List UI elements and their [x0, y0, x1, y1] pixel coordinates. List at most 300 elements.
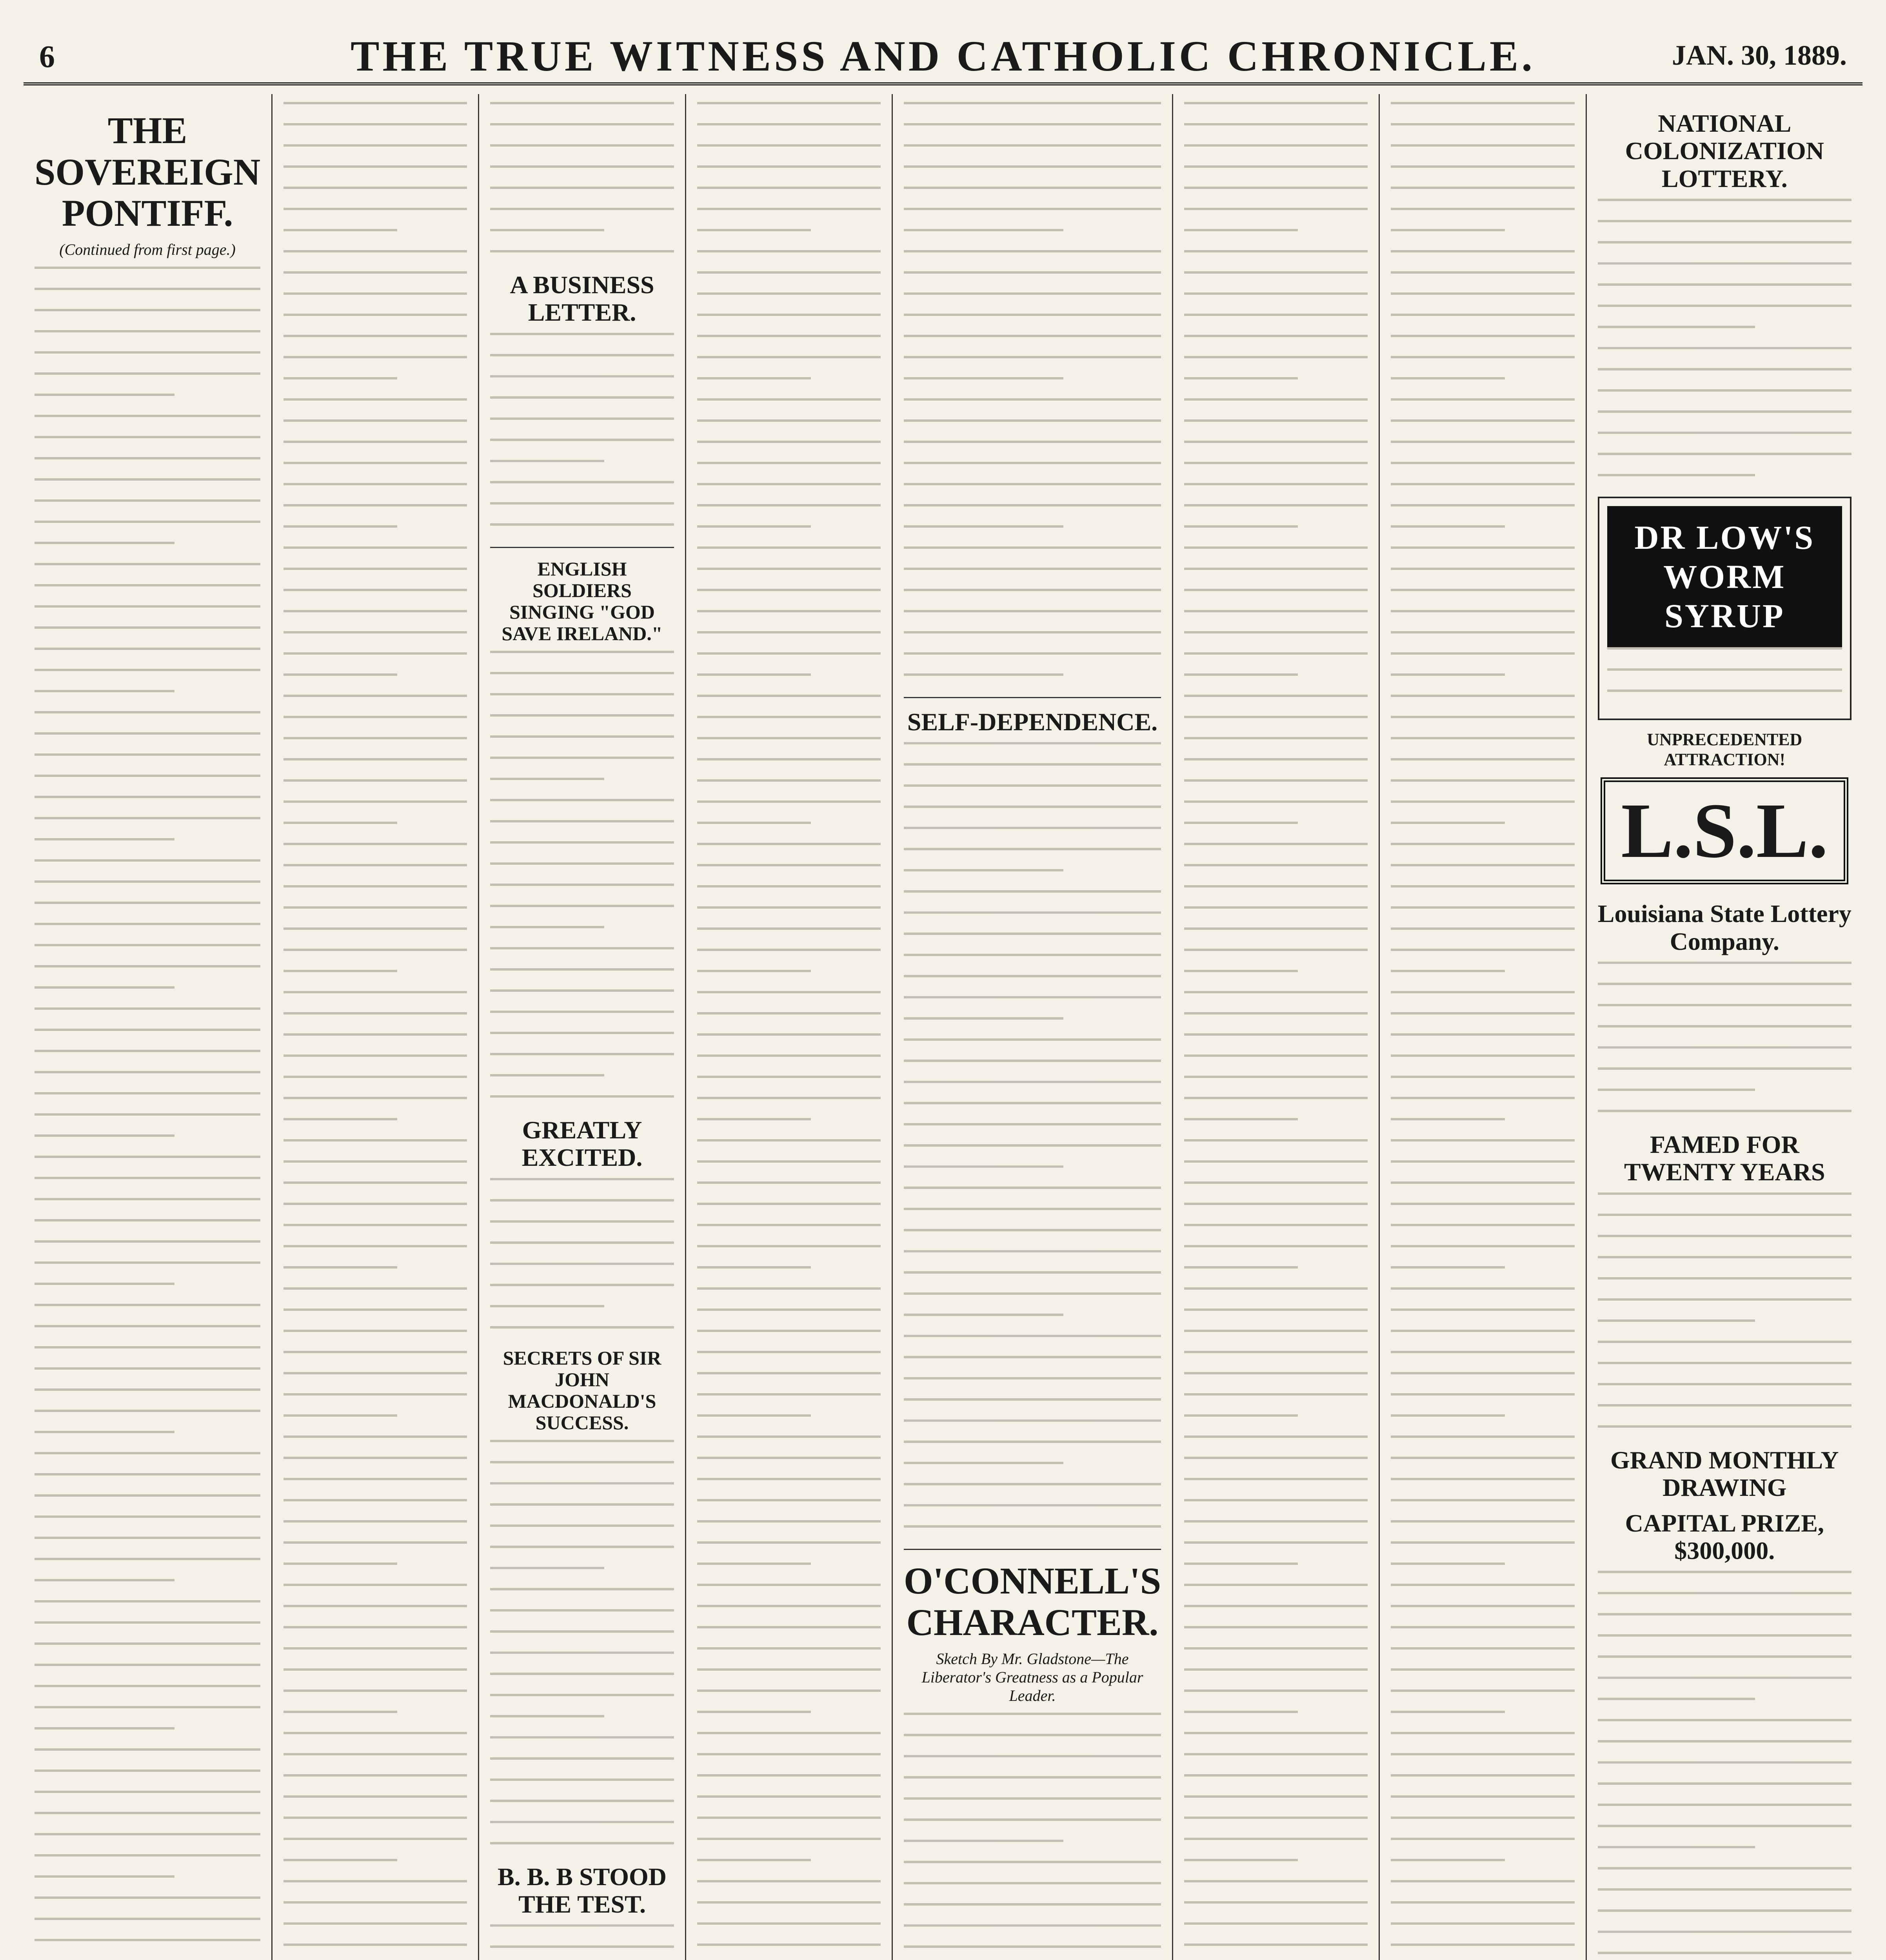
text-line	[283, 1414, 397, 1428]
text-line	[35, 944, 260, 957]
article-body	[490, 333, 674, 537]
text-line	[1391, 1520, 1574, 1534]
article-body	[904, 1713, 1161, 1960]
text-line	[697, 1944, 881, 1957]
text-line	[490, 1924, 674, 1938]
text-line	[697, 991, 881, 1004]
text-line	[697, 1097, 881, 1110]
text-line	[35, 753, 260, 767]
text-line	[904, 1840, 1063, 1853]
text-line	[697, 695, 881, 708]
text-line	[1184, 1922, 1368, 1936]
text-line	[1598, 1046, 1851, 1060]
text-line	[35, 1007, 260, 1021]
text-line	[904, 462, 1161, 475]
text-line	[1391, 1203, 1574, 1216]
text-line	[1598, 1719, 1851, 1732]
text-line	[490, 165, 674, 179]
article-body	[1184, 102, 1368, 1960]
text-line	[35, 902, 260, 915]
text-line	[283, 970, 397, 983]
text-line	[1598, 1931, 1851, 1944]
article-body	[35, 267, 260, 1960]
text-line	[490, 693, 674, 706]
text-line	[1391, 1711, 1504, 1724]
text-line	[283, 1478, 467, 1491]
text-line	[697, 1732, 881, 1745]
text-line	[283, 1774, 467, 1788]
text-line	[35, 372, 260, 386]
text-line	[1184, 1054, 1368, 1068]
text-line	[697, 1753, 881, 1766]
text-line	[1598, 410, 1851, 424]
text-line	[1184, 1118, 1298, 1131]
text-line	[490, 1800, 674, 1813]
text-line	[1391, 1330, 1574, 1343]
text-line	[1607, 690, 1842, 703]
text-line	[35, 1685, 260, 1698]
ad-body	[1598, 1571, 1851, 1960]
text-line	[697, 271, 881, 285]
text-line	[697, 356, 881, 369]
text-line	[1391, 356, 1574, 369]
article-headline: A BUSINESS LETTER.	[510, 271, 654, 327]
text-line	[697, 1901, 881, 1915]
text-line	[35, 859, 260, 873]
text-line	[35, 1727, 174, 1740]
text-line	[1391, 1774, 1574, 1788]
text-line	[490, 1440, 674, 1453]
ad-body	[1598, 1192, 1851, 1439]
text-line	[1391, 1838, 1574, 1851]
text-line	[35, 1240, 260, 1254]
text-line	[35, 732, 260, 746]
text-line	[283, 1944, 467, 1957]
text-line	[490, 1588, 674, 1601]
text-line	[904, 525, 1063, 539]
text-line	[490, 757, 674, 770]
text-line	[35, 1642, 260, 1656]
article-body	[490, 1440, 674, 1855]
text-line	[1184, 1393, 1368, 1406]
text-line	[904, 1060, 1161, 1073]
text-line	[697, 504, 881, 517]
text-line	[697, 1054, 881, 1068]
text-line	[904, 784, 1161, 798]
text-line	[697, 1118, 811, 1131]
text-line	[1391, 1944, 1574, 1957]
newspaper-title: THE TRUE WITNESS AND CATHOLIC CHRONICLE.	[351, 32, 1535, 80]
text-line	[283, 1922, 467, 1936]
text-line	[1184, 779, 1368, 793]
column-6	[1173, 94, 1380, 1960]
text-line	[1391, 779, 1574, 793]
text-line	[1184, 1647, 1368, 1661]
text-line	[1184, 1711, 1298, 1724]
text-line	[1184, 652, 1368, 666]
text-line	[283, 589, 467, 602]
article-headline: THE SOVEREIGN PONTIFF.	[35, 109, 261, 234]
text-line	[904, 1776, 1161, 1789]
text-line	[283, 652, 467, 666]
text-line	[1598, 1256, 1851, 1269]
text-line	[35, 542, 174, 555]
text-line	[283, 187, 467, 200]
text-line	[283, 356, 467, 369]
text-line	[904, 568, 1161, 581]
text-line	[904, 123, 1161, 136]
text-line	[904, 356, 1161, 369]
text-line	[35, 521, 260, 534]
text-line	[283, 800, 467, 814]
ad-lsl-logo: L.S.L.	[1601, 777, 1848, 884]
text-line	[697, 1245, 881, 1258]
text-line	[697, 229, 811, 242]
text-line	[904, 292, 1161, 306]
text-line	[1391, 1054, 1574, 1068]
text-line	[1391, 1901, 1574, 1915]
text-line	[904, 208, 1161, 221]
text-line	[1598, 1298, 1851, 1312]
text-line	[1391, 419, 1574, 433]
text-line	[697, 631, 881, 644]
text-line	[490, 1241, 674, 1255]
text-line	[1391, 525, 1504, 539]
text-line	[490, 651, 674, 664]
text-line	[1184, 123, 1368, 136]
article-body	[283, 102, 467, 1960]
text-line	[490, 1326, 674, 1339]
text-line	[35, 1833, 260, 1846]
text-line	[1184, 1012, 1368, 1025]
text-line	[283, 673, 397, 687]
text-line	[1391, 1541, 1574, 1555]
text-line	[1391, 695, 1574, 708]
text-line	[1184, 1224, 1368, 1237]
text-line	[490, 1630, 674, 1644]
text-line	[697, 1774, 881, 1788]
text-line	[1184, 589, 1368, 602]
text-line	[283, 1880, 467, 1893]
text-line	[283, 822, 397, 835]
text-line	[490, 1546, 674, 1559]
text-line	[1598, 1004, 1851, 1017]
text-line	[1184, 1330, 1368, 1343]
text-line	[904, 271, 1161, 285]
text-line	[904, 335, 1161, 348]
text-line	[35, 1410, 260, 1423]
article-headline: GREATLY EXCITED.	[521, 1116, 643, 1172]
article-headline: SECRETS OF SIR JOHN MACDONALD'S SUCCESS.	[503, 1347, 661, 1434]
text-line	[283, 1054, 467, 1068]
column-5	[893, 94, 1173, 1960]
text-line	[283, 1541, 467, 1555]
text-line	[283, 1732, 467, 1745]
text-line	[35, 351, 260, 365]
text-line	[1391, 1012, 1574, 1025]
text-line	[904, 1903, 1161, 1916]
text-line	[35, 1558, 260, 1571]
text-line	[490, 799, 674, 812]
text-line	[1391, 843, 1574, 856]
text-line	[283, 250, 467, 263]
text-line	[35, 415, 260, 428]
text-line	[490, 1199, 674, 1212]
text-line	[35, 1113, 260, 1127]
ad-unprecedented: UNPRECEDENTED ATTRACTION!	[1647, 730, 1802, 769]
text-line	[1184, 271, 1368, 285]
text-line	[35, 1156, 260, 1169]
text-line	[1184, 1584, 1368, 1597]
text-line	[1391, 504, 1574, 517]
text-line	[697, 568, 881, 581]
text-line	[283, 631, 467, 644]
text-line	[1391, 1753, 1574, 1766]
ad-famed: FAMED FOR TWENTY YEARS	[1624, 1130, 1825, 1186]
issue-date: JAN. 30, 1889.	[1672, 40, 1847, 71]
text-line	[490, 333, 674, 346]
text-line	[1391, 822, 1504, 835]
text-line	[697, 1436, 881, 1449]
text-line	[904, 483, 1161, 496]
ad-worm-syrup-title: DR LOW'S WORM SYRUP	[1607, 506, 1842, 647]
text-line	[697, 187, 881, 200]
text-line	[35, 1198, 260, 1211]
text-line	[904, 1377, 1161, 1390]
text-line	[35, 1706, 260, 1719]
text-line	[1598, 983, 1851, 996]
text-line	[1184, 1753, 1368, 1766]
text-line	[1391, 1033, 1574, 1047]
text-line	[697, 462, 881, 475]
text-line	[1184, 1076, 1368, 1089]
text-line	[1391, 335, 1574, 348]
text-line	[35, 796, 260, 809]
text-line	[904, 1017, 1063, 1031]
text-line	[1598, 1214, 1851, 1227]
text-line	[1184, 1901, 1368, 1915]
text-line	[490, 144, 674, 158]
text-line	[1598, 199, 1851, 212]
text-line	[697, 1076, 881, 1089]
text-line	[1598, 1362, 1851, 1375]
text-line	[283, 1351, 467, 1364]
text-line	[1184, 864, 1368, 877]
text-line	[697, 1817, 881, 1830]
text-line	[904, 652, 1161, 666]
text-line	[1391, 1668, 1574, 1682]
text-line	[1598, 1383, 1851, 1396]
text-line	[1391, 398, 1574, 412]
text-line	[283, 843, 467, 856]
text-line	[697, 885, 881, 898]
text-line	[904, 398, 1161, 412]
text-line	[283, 271, 467, 285]
text-line	[1391, 1732, 1574, 1745]
text-line	[490, 375, 674, 388]
text-line	[1391, 1436, 1574, 1449]
text-line	[697, 1181, 881, 1195]
article-body	[1391, 102, 1574, 1960]
text-line	[697, 1690, 881, 1703]
text-line	[490, 905, 674, 918]
text-line	[283, 102, 467, 115]
text-line	[1184, 1690, 1368, 1703]
text-line	[1391, 1308, 1574, 1322]
text-line	[697, 1330, 881, 1343]
text-line	[283, 335, 467, 348]
text-line	[904, 1525, 1161, 1539]
text-line	[35, 499, 260, 513]
text-line	[490, 417, 674, 431]
text-line	[904, 1861, 1161, 1874]
text-line	[490, 1220, 674, 1234]
text-line	[1391, 1690, 1574, 1703]
ad-lsl-company: Louisiana State Lottery Company.	[1597, 900, 1851, 955]
text-line	[697, 906, 881, 920]
text-line	[35, 1261, 260, 1275]
text-line	[904, 848, 1161, 861]
text-line	[904, 911, 1161, 925]
article-headline: ENGLISH SOLDIERS SINGING "GOD SAVE IRELAND."	[501, 557, 663, 644]
text-line	[283, 229, 397, 242]
text-line	[283, 1436, 467, 1449]
text-line	[35, 1452, 260, 1465]
text-line	[283, 1372, 467, 1385]
text-line	[1598, 1846, 1755, 1859]
text-line	[904, 144, 1161, 158]
text-line	[697, 1139, 881, 1152]
text-line	[697, 1224, 881, 1237]
text-line	[904, 1123, 1161, 1136]
text-line	[1184, 1541, 1368, 1555]
text-line	[697, 864, 881, 877]
text-line	[1184, 1097, 1368, 1110]
text-line	[1391, 1076, 1574, 1089]
text-line	[1184, 1838, 1368, 1851]
text-line	[1184, 250, 1368, 263]
text-line	[35, 838, 174, 851]
text-line	[1607, 668, 1842, 682]
text-line	[697, 822, 811, 835]
text-line	[35, 986, 174, 1000]
text-line	[697, 1160, 881, 1174]
text-line	[1184, 1372, 1368, 1385]
text-line	[1184, 229, 1298, 242]
text-line	[1184, 949, 1368, 962]
text-line	[904, 1713, 1161, 1726]
text-line	[1184, 208, 1368, 221]
text-line	[1598, 1404, 1851, 1417]
text-line	[1184, 1880, 1368, 1893]
article-subhead: Sketch By Mr. Gladstone—The Liberator's Greatness as a Popular Leader.	[921, 1650, 1143, 1704]
text-line	[1391, 250, 1574, 263]
text-line	[1598, 1782, 1851, 1796]
text-line	[1598, 305, 1851, 318]
text-line	[35, 1664, 260, 1677]
text-line	[1391, 631, 1574, 644]
text-line	[1598, 962, 1851, 975]
text-line	[1184, 1287, 1368, 1301]
text-line	[697, 1520, 881, 1534]
text-line	[1184, 906, 1368, 920]
text-line	[1184, 314, 1368, 327]
text-line	[283, 1668, 467, 1682]
text-line	[283, 1160, 467, 1174]
text-line	[1391, 589, 1574, 602]
text-line	[1184, 1457, 1368, 1470]
text-line	[35, 1346, 260, 1359]
text-line	[904, 1945, 1161, 1959]
text-line	[904, 954, 1161, 967]
text-line	[35, 1304, 260, 1317]
text-line	[35, 648, 260, 661]
text-line	[904, 1356, 1161, 1369]
text-line	[35, 669, 260, 682]
text-line	[904, 806, 1161, 819]
text-line	[1391, 1097, 1574, 1110]
text-line	[490, 1779, 674, 1792]
text-line	[1598, 1192, 1851, 1206]
text-line	[697, 800, 881, 814]
text-line	[1184, 1414, 1298, 1428]
text-line	[1184, 1139, 1368, 1152]
ad-body	[1607, 647, 1842, 703]
text-line	[697, 1541, 881, 1555]
text-line	[904, 1081, 1161, 1094]
text-line	[1391, 271, 1574, 285]
text-line	[1391, 1457, 1574, 1470]
text-line	[1598, 1319, 1755, 1333]
text-line	[283, 504, 467, 517]
text-line	[35, 1748, 260, 1762]
text-line	[283, 716, 467, 729]
text-line	[697, 1499, 881, 1512]
text-line	[35, 330, 260, 343]
text-line	[1391, 1266, 1504, 1279]
text-line	[1598, 1634, 1851, 1648]
text-line	[697, 1647, 881, 1661]
text-line	[283, 208, 467, 221]
text-line	[283, 1224, 467, 1237]
text-line	[1598, 220, 1851, 233]
text-line	[490, 1736, 674, 1749]
text-line	[35, 584, 260, 597]
text-line	[283, 292, 467, 306]
text-line	[283, 1584, 467, 1597]
text-line	[1391, 970, 1504, 983]
text-line	[697, 1457, 881, 1470]
text-line	[904, 996, 1161, 1009]
text-line	[283, 758, 467, 771]
page-number: 6	[39, 40, 55, 74]
ad-grand-drawing: GRAND MONTHLY DRAWING	[1610, 1446, 1839, 1502]
text-line	[35, 1367, 260, 1381]
text-line	[1184, 187, 1368, 200]
text-line	[904, 742, 1161, 755]
text-line	[904, 314, 1161, 327]
text-line	[904, 1187, 1161, 1200]
text-line	[697, 441, 881, 454]
text-line	[490, 229, 604, 242]
text-line	[904, 933, 1161, 946]
text-line	[1184, 695, 1368, 708]
article-body	[904, 102, 1161, 687]
text-line	[35, 1854, 260, 1867]
ad-capital-prize: CAPITAL PRIZE, $300,000.	[1625, 1509, 1824, 1564]
text-line	[1184, 292, 1368, 306]
text-line	[1184, 1478, 1368, 1491]
